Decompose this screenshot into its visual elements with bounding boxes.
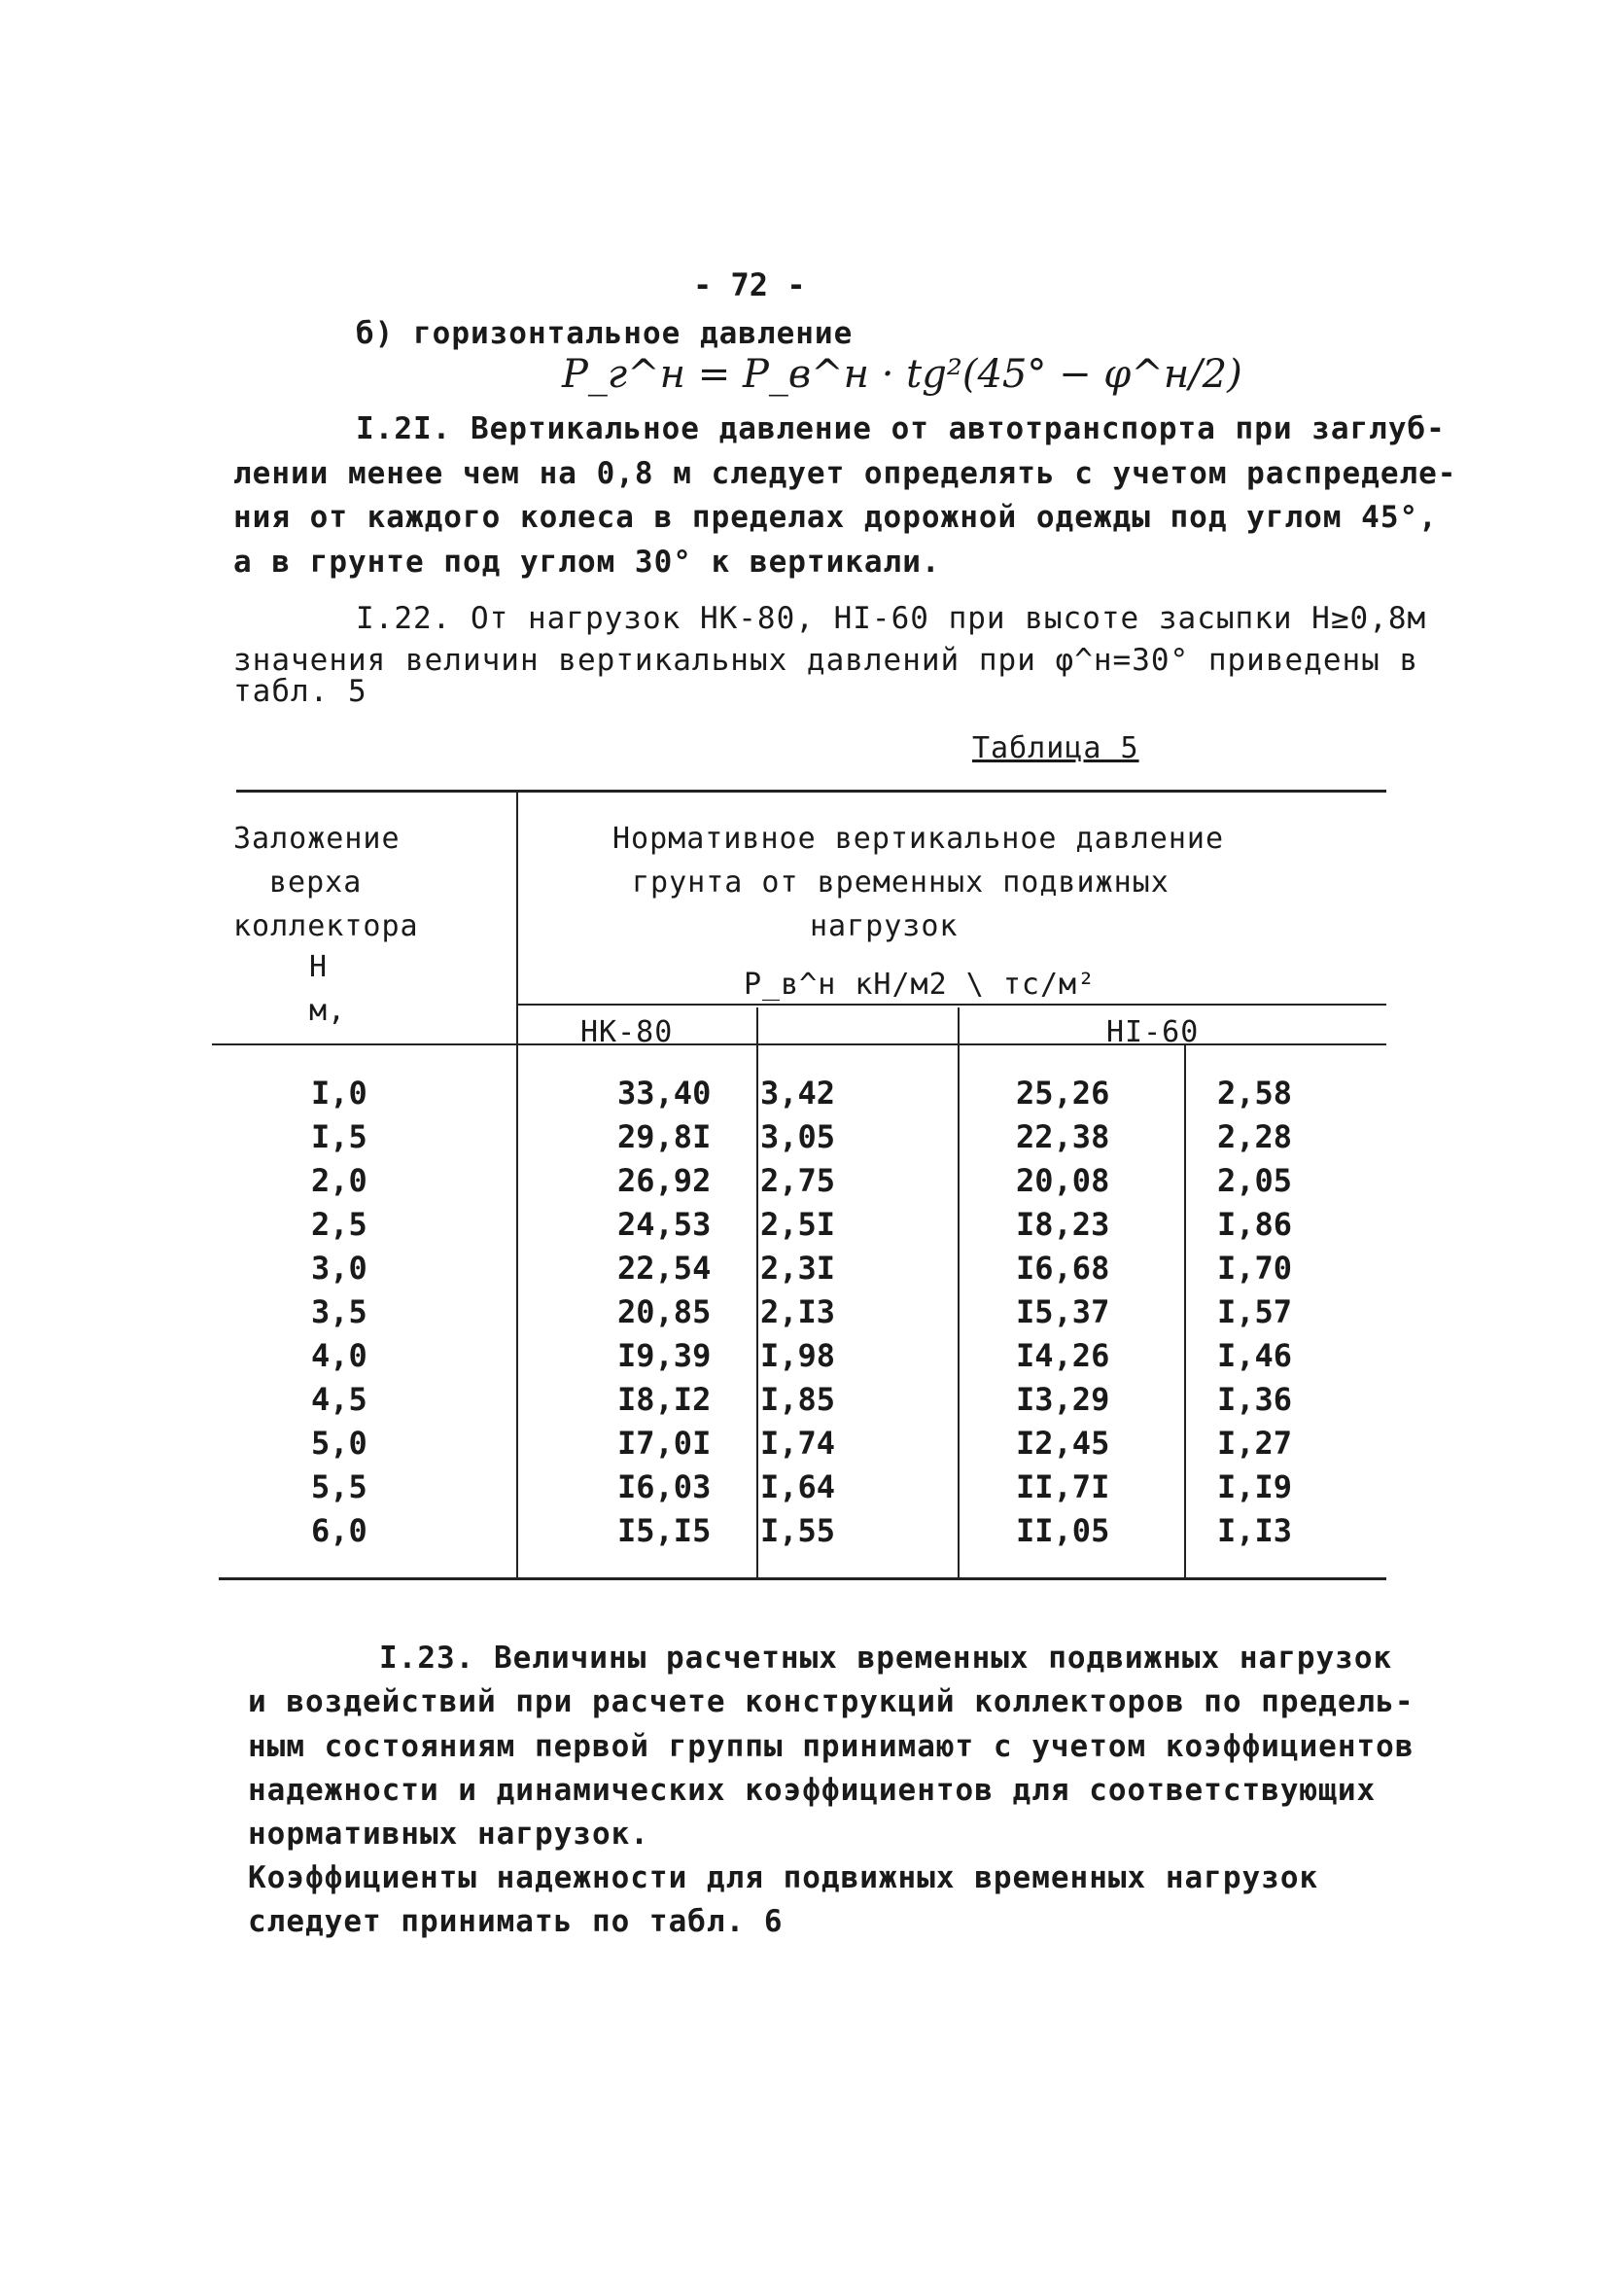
table-cell-nk-kn: I9,39: [617, 1337, 712, 1374]
col-divider: [1184, 1045, 1186, 1579]
table-cell-ni-tc: I,46: [1217, 1337, 1293, 1374]
table-bottom-rule: [219, 1577, 1386, 1580]
para-123-line: следует принимать по табл. 6: [248, 1904, 784, 1939]
table-cell-nk-tc: I,85: [760, 1381, 836, 1418]
main-header-line: грунта от временных подвижных: [632, 865, 1170, 900]
page-number: - 72 -: [693, 266, 806, 303]
horizontal-pressure-formula: [562, 352, 1242, 397]
table-top-rule: [236, 790, 1386, 793]
table-cell-h: 3,0: [311, 1250, 367, 1287]
table-cell-ni-tc: I,36: [1217, 1381, 1293, 1418]
para-122-line: табл. 5: [233, 674, 367, 709]
table-cell-nk-kn: I7,0I: [617, 1425, 712, 1462]
table-cell-ni-kn: II,05: [1016, 1512, 1110, 1549]
formula-text: P_г^н = P_в^н · tg²(45° − φ^н/2): [562, 352, 1242, 397]
table-cell-ni-kn: I4,26: [1016, 1337, 1110, 1374]
table-cell-nk-tc: 2,3I: [760, 1250, 836, 1287]
table-cell-nk-tc: 2,5I: [760, 1206, 836, 1243]
para-123-line: и воздействий при расчете конструкций коллекторов по предель-: [248, 1684, 1415, 1719]
para-121-line: I.2I. Вертикальное давление от автотранспорта при заглуб-: [356, 411, 1446, 446]
table-cell-nk-kn: 20,85: [617, 1293, 712, 1330]
table-cell-ni-tc: 2,58: [1217, 1075, 1293, 1112]
table-cell-nk-kn: I5,I5: [617, 1512, 712, 1549]
para-123-line: I.23. Величины расчетных временных подвижных нагрузок: [379, 1641, 1393, 1676]
table-cell-ni-kn: I8,23: [1016, 1206, 1110, 1243]
col1-header-line: Н: [309, 950, 329, 984]
table-cell-ni-kn: I3,29: [1016, 1381, 1110, 1418]
col1-header-line: Заложение: [233, 822, 401, 856]
para-122-line: I.22. От нагрузок НК-80, НI-60 при высоте засыпки Н≥0,8м: [356, 601, 1427, 636]
table-cell-h: I,0: [311, 1075, 367, 1112]
table-cell-ni-kn: I2,45: [1016, 1425, 1110, 1462]
group-label-ni60: НI-60: [1106, 1015, 1200, 1049]
table-cell-ni-tc: 2,05: [1217, 1162, 1293, 1199]
table-cell-ni-kn: I5,37: [1016, 1293, 1110, 1330]
para-123-line: нормативных нагрузок.: [248, 1817, 649, 1852]
main-header-line: нагрузок: [810, 909, 959, 943]
table-cell-h: 5,0: [311, 1425, 367, 1462]
para-122-line: значения величин вертикальных давлений при φ^н=30° приведены в: [233, 643, 1419, 678]
table-cell-ni-tc: I,I3: [1217, 1512, 1293, 1549]
table-cell-nk-tc: I,55: [760, 1512, 836, 1549]
group-rule: [517, 1004, 1386, 1006]
table-cell-nk-tc: 2,75: [760, 1162, 836, 1199]
table-cell-h: I,5: [311, 1118, 367, 1155]
table-cell-h: 2,0: [311, 1162, 367, 1199]
units-label: P_в^н кН/м2 \ тс/м²: [744, 968, 1097, 1002]
col-divider: [958, 1007, 960, 1579]
table-cell-nk-kn: I8,I2: [617, 1381, 712, 1418]
section-b-title: б) горизонтальное давление: [356, 316, 854, 351]
table-cell-ni-tc: I,27: [1217, 1425, 1293, 1462]
para-121-line: а в грунте под углом 30° к вертикали.: [233, 545, 941, 580]
main-header-line: Нормативное вертикальное давление: [612, 822, 1225, 856]
table-cell-nk-kn: 22,54: [617, 1250, 712, 1287]
table-cell-nk-kn: 33,40: [617, 1075, 712, 1112]
table-header-rule: [212, 1043, 1386, 1045]
table-cell-nk-kn: 29,8I: [617, 1118, 712, 1155]
table-cell-nk-tc: 3,05: [760, 1118, 836, 1155]
table-cell-h: 6,0: [311, 1512, 367, 1549]
table-cell-nk-tc: I,74: [760, 1425, 836, 1462]
table-cell-h: 2,5: [311, 1206, 367, 1243]
table-cell-h: 4,0: [311, 1337, 367, 1374]
table-caption: Таблица 5: [972, 731, 1139, 765]
table-cell-h: 3,5: [311, 1293, 367, 1330]
table-cell-nk-tc: I,98: [760, 1337, 836, 1374]
para-123-line: надежности и динамических коэффициентов для соответствующих: [248, 1773, 1377, 1808]
table-cell-nk-kn: 24,53: [617, 1206, 712, 1243]
table-cell-ni-tc: 2,28: [1217, 1118, 1293, 1155]
table-cell-nk-tc: 2,I3: [760, 1293, 836, 1330]
table-cell-ni-tc: I,I9: [1217, 1468, 1293, 1505]
table-cell-ni-kn: II,7I: [1016, 1468, 1110, 1505]
table-cell-nk-tc: 3,42: [760, 1075, 836, 1112]
para-123-line: Коэффициенты надежности для подвижных временных нагрузок: [248, 1860, 1319, 1895]
col1-header-line: коллектора: [233, 909, 419, 943]
col1-header-line: верха: [269, 865, 363, 900]
para-121-line: ния от каждого колеса в пределах дорожной одежды под углом 45°,: [233, 500, 1438, 535]
table-cell-ni-tc: I,57: [1217, 1293, 1293, 1330]
col1-header-line: м,: [309, 994, 347, 1028]
table-cell-ni-kn: 22,38: [1016, 1118, 1110, 1155]
para-121-line: лении менее чем на 0,8 м следует определять с учетом распределе-: [233, 456, 1457, 491]
table-cell-h: 4,5: [311, 1381, 367, 1418]
para-123-line: ным состояниям первой группы принимают с учетом коэффициентов: [248, 1729, 1415, 1764]
table-cell-nk-kn: 26,92: [617, 1162, 712, 1199]
col-divider: [756, 1007, 758, 1579]
table-cell-nk-tc: I,64: [760, 1468, 836, 1505]
group-label-nk80: НК-80: [580, 1015, 674, 1049]
table-cell-h: 5,5: [311, 1468, 367, 1505]
table-cell-ni-tc: I,70: [1217, 1250, 1293, 1287]
table-cell-ni-tc: I,86: [1217, 1206, 1293, 1243]
table-cell-ni-kn: I6,68: [1016, 1250, 1110, 1287]
table-cell-ni-kn: 20,08: [1016, 1162, 1110, 1199]
table-cell-ni-kn: 25,26: [1016, 1075, 1110, 1112]
table-cell-nk-kn: I6,03: [617, 1468, 712, 1505]
col-divider: [516, 790, 518, 1579]
